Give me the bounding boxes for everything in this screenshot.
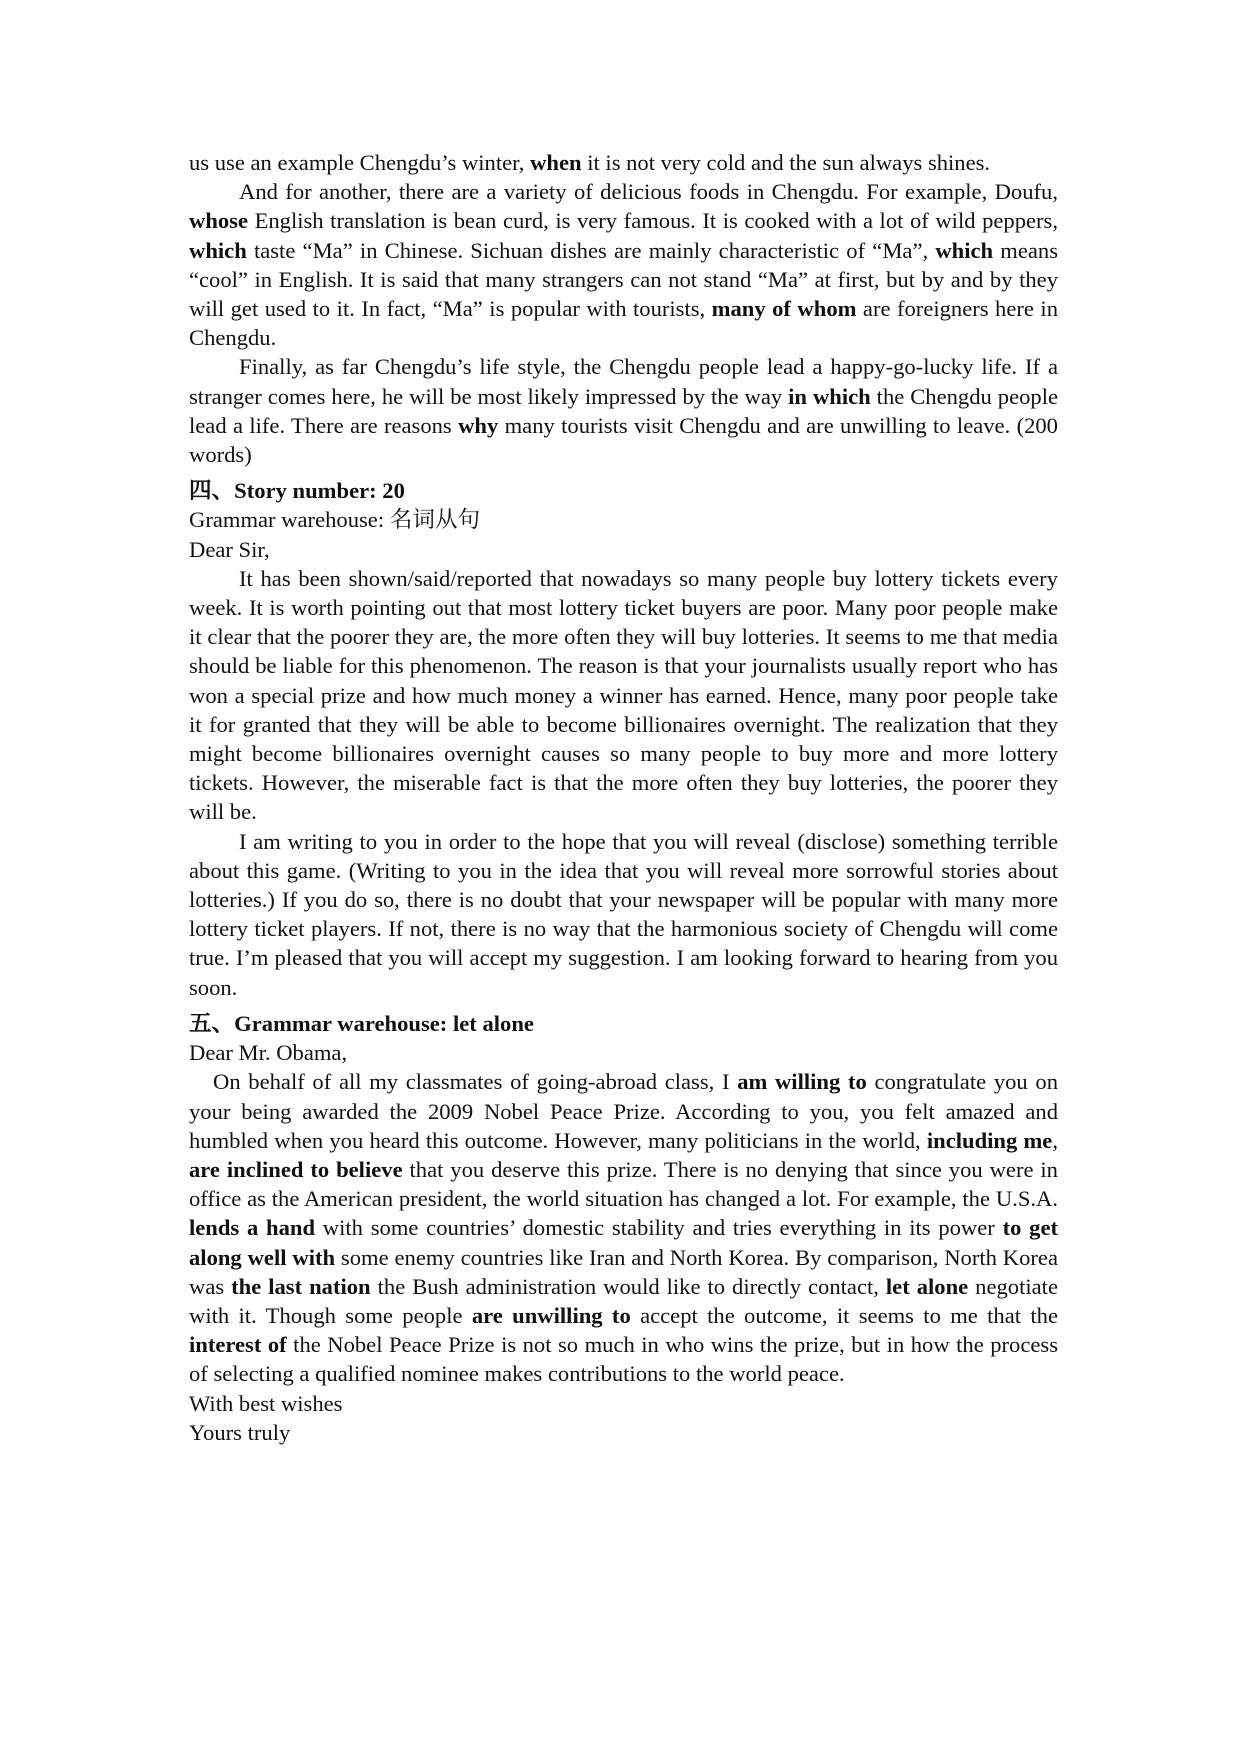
bold-phrase: am willing to xyxy=(737,1069,867,1095)
text-run: some enemy countries like Iran and North Korea. By comparison, North Korea was xyxy=(189,1244,1058,1299)
bold-phrase: why xyxy=(458,412,499,438)
bold-phrase: the last nation xyxy=(231,1273,371,1299)
bold-phrase: in which xyxy=(788,383,871,409)
text-run: I am writing to you in order to the hope that you will reveal (disclose) something terrible about this game. (Writing to you in the idea that you will reveal more sorrowful stories about lotteries.) If you do so, there is no doubt that your newspaper will be popular with many more lottery ticket players. If not, there is no way that the harmonious society of Chengdu will come true. I’m pleased that you will accept my suggestion. I am looking forward to hearing from you soon. xyxy=(189,828,1058,1000)
section3-paragraph-2 xyxy=(189,177,1058,352)
text-run: the Nobel Peace Prize is not so much in who wins the prize, but in how the process of selecting a qualified nominee makes contributions to the world peace. xyxy=(189,1332,1058,1387)
bold-phrase: to get along well with xyxy=(189,1215,1058,1270)
bold-phrase: let alone xyxy=(885,1273,969,1299)
text-run: It has been shown/said/reported that nowadays so many people buy lottery tickets every week. It is worth pointing out that most lottery ticket buyers are poor. Many poor people make it clear that the poorer they are, the more often they will buy lotteries. It seems to me that media should be liable for this phenomenon. The reason is that your journalists usually report who has won a special prize and how much money a winner has earned. Hence, many poor people take it for granted that they will be able to become billionaires overnight. The realization that they might become billionaires overnight causes so many people to buy more and more lottery tickets. However, the miserable fact is that the more often they buy lotteries, the poorer they will be. xyxy=(189,565,1058,825)
text-run: are foreigners here in Chengdu. xyxy=(189,296,1058,351)
bold-phrase: lends a hand xyxy=(189,1215,316,1241)
text-run: the Bush administration would like to directly contact, xyxy=(370,1273,886,1299)
section4-heading: 四、Story number: 20 xyxy=(189,478,405,504)
bold-phrase: when xyxy=(530,150,582,175)
bold-phrase: are inclined to believe xyxy=(189,1156,403,1182)
text-run: many tourists visit Chengdu and are unwilling to leave. (200 words) xyxy=(189,412,1058,468)
section5-salutation: Dear Mr. Obama, xyxy=(189,1040,348,1066)
section3-paragraph-3 xyxy=(189,352,1058,469)
section3-paragraph-1 xyxy=(189,148,1058,177)
section4-paragraph-1 xyxy=(189,564,1058,827)
text-run: accept the outcome, it seems to me that the xyxy=(630,1302,1058,1328)
text-run: taste “Ma” in Chinese. Sichuan dishes are mainly characteristic of “Ma”, xyxy=(246,237,936,263)
section4-paragraph-2 xyxy=(189,827,1058,1002)
letter-closing: With best wishes xyxy=(189,1390,343,1416)
text-run: Finally, as far Chengdu’s life style, the Chengdu people lead a happy-go-lucky life. If a stranger comes here, he will be most likely impressed by the way xyxy=(189,354,1058,409)
section4-salutation: Dear Sir, xyxy=(189,536,270,562)
text-run: that you deserve this prize. There is no denying that since you were in office as the American president, the world situation has changed a lot. For example, the U.S.A. xyxy=(189,1156,1058,1212)
text-run: On behalf of all my classmates of going-abroad class, I xyxy=(213,1069,738,1095)
text-run: , xyxy=(1052,1127,1058,1153)
text-run: means “cool” in English. It is said that many strangers can not stand “Ma” at first, but by and by they will get used to it. In fact, “Ma” is popular with tourists, xyxy=(189,237,1058,322)
text-run: congratulate you on your being awarded the 2009 Nobel Peace Prize. According to you, you felt amazed and humbled when you heard this outcome. However, many politicians in the world, xyxy=(189,1069,1058,1153)
bold-phrase: are unwilling to xyxy=(471,1302,631,1328)
text-run: English translation is bean curd, is very famous. It is cooked with a lot of wild peppers, xyxy=(248,208,1058,234)
text-run: it is not very cold and the sun always shines. xyxy=(581,150,991,175)
letter-signoff: Yours truly xyxy=(189,1419,291,1445)
section5-heading: 五、Grammar warehouse: let alone xyxy=(189,1010,534,1036)
text-run: with some countries’ domestic stability and tries everything in its power xyxy=(315,1215,1003,1241)
bold-phrase: which xyxy=(189,237,247,263)
text-run: negotiate with it. Though some people xyxy=(189,1273,1058,1328)
bold-phrase: interest of xyxy=(189,1332,287,1358)
section4-grammar-label: Grammar warehouse: 名词从句 xyxy=(189,507,481,533)
text-run: And for another, there are a variety of delicious foods in Chengdu. For example, Doufu, xyxy=(239,179,1058,205)
bold-phrase: whose xyxy=(189,208,248,234)
bold-phrase: many of whom xyxy=(711,296,857,322)
text-run: us use an example Chengdu’s winter, xyxy=(189,150,531,175)
bold-phrase: including me xyxy=(926,1127,1053,1153)
text-run: the Chengdu people lead a life. There are reasons xyxy=(189,383,1059,438)
section5-paragraph-1 xyxy=(189,1067,1058,1388)
bold-phrase: which xyxy=(935,237,994,263)
